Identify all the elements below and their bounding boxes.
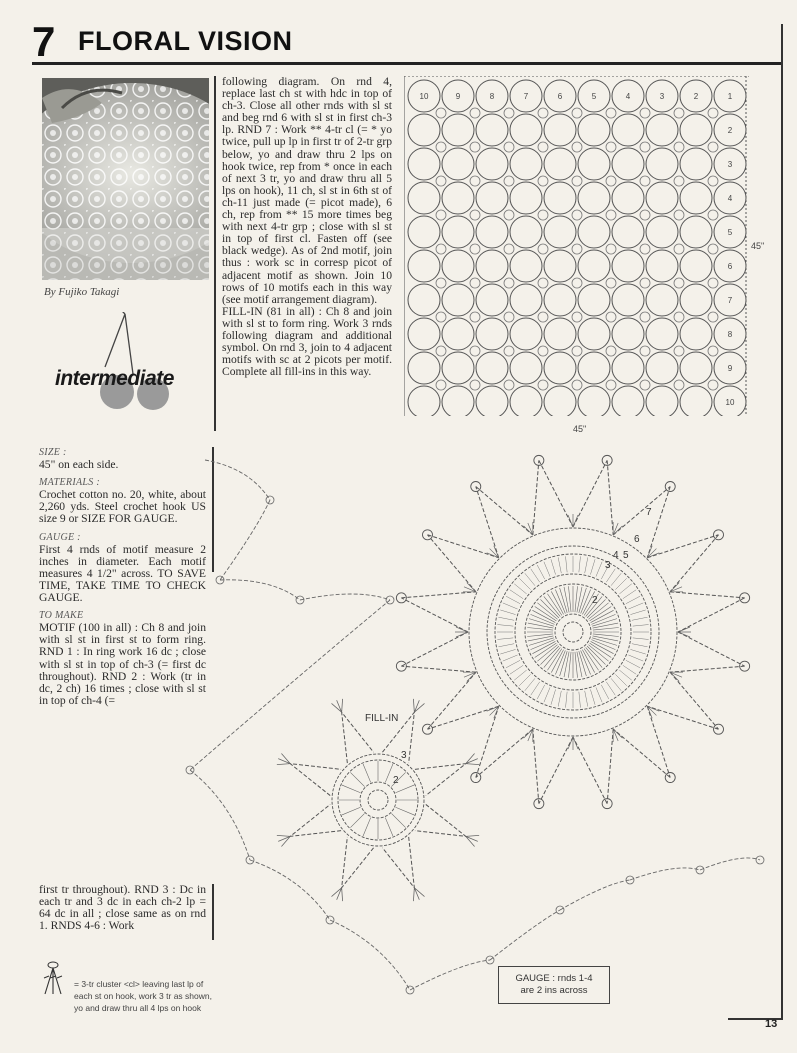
fill-in-circle <box>470 210 480 220</box>
motif-circle <box>544 284 576 316</box>
fill-in-circle <box>504 210 514 220</box>
fill-in-circle <box>572 278 582 288</box>
fill-in-circle <box>640 210 650 220</box>
gauge-label: GAUGE : <box>39 531 81 543</box>
grid-column-number: 1 <box>727 92 733 101</box>
fill-in-circle <box>538 210 548 220</box>
motif-circle <box>510 148 542 180</box>
motif-circle <box>612 148 644 180</box>
motif-circle <box>510 114 542 146</box>
fill-in-circle <box>436 244 446 254</box>
to-make-label: TO MAKE <box>39 610 84 622</box>
motif-circle <box>510 352 542 384</box>
fill-in-circle <box>640 142 650 152</box>
round-label: 2 <box>393 775 399 786</box>
round-label: 6 <box>634 534 640 545</box>
grid-row-number: 9 <box>727 364 733 373</box>
motif-circle <box>442 318 474 350</box>
motif-circle <box>408 114 440 146</box>
motif-circle <box>646 182 678 214</box>
fill-in-circle <box>470 312 480 322</box>
grid-column-number: 9 <box>455 92 461 101</box>
motif-circle <box>646 250 678 282</box>
motif-circle <box>544 114 576 146</box>
motif-circle <box>476 114 508 146</box>
fill-in-circle <box>606 380 616 390</box>
instructions-paragraph: following diagram. On rnd 4, replace last ch st with hdc in top of ch-3. Close all other rnds with sl st and beg rnd 6 with sl st in first ch-3 lp. RND 7 : Work ** 4-tr cl (= * yo twice, pull up lp in first tr of 2-tr grp below, yo and draw thru 2 lps on hook twice, rep from * once in each of next 3 tr, yo and draw thru all 5 lps on hook), 11 ch, sl st in 6th st of ch-11 just made (= picot made), 6 ch, rep from ** 15 more times beg with next 4-tr grp ; close with sl st in top of first cl. Fasten off (see black wedge). As of 2nd motif, join thus : work sc in corresp picot of adjacent motif as shown. Join 10 rows of 10 motifs each in this way (see motif arrangement diagram). <box>222 75 392 306</box>
motif-circle <box>680 250 712 282</box>
motif-circle <box>408 250 440 282</box>
fill-in-circle <box>708 312 718 322</box>
continuation-text: first tr throughout). RND 3 : Dc in each tr and 3 dc in each ch-2 lp = 64 dc in all ; close same as on rnd 1. RNDS 4-6 : Work <box>39 883 206 933</box>
fill-in-circle <box>708 380 718 390</box>
page-number: 13 <box>765 1018 778 1030</box>
motif-circle <box>476 386 508 416</box>
fill-in-circle <box>674 380 684 390</box>
fill-in-circle <box>470 346 480 356</box>
gauge-text: First 4 rnds of motif measure 2 inches in diameter. Each motif measures 4 1/2" across. TO SAVE TIME, TAKE TIME TO CHECK GAUGE. <box>39 542 206 605</box>
fill-in-circle <box>606 312 616 322</box>
motif-circle <box>680 148 712 180</box>
grid-row-number: 10 <box>725 398 735 407</box>
fill-in-circle <box>708 278 718 288</box>
fill-in-circle <box>436 312 446 322</box>
motif-circle <box>680 386 712 416</box>
fill-in-circle <box>436 380 446 390</box>
motif-circle <box>510 284 542 316</box>
motif-circle <box>612 386 644 416</box>
grid-row-number: 3 <box>727 160 733 169</box>
fill-in-circle <box>606 108 616 118</box>
grid-column-number: 4 <box>625 92 631 101</box>
fill-in-circle <box>538 346 548 356</box>
motif-circle <box>578 114 610 146</box>
fill-in-circle <box>572 176 582 186</box>
fill-in-circle <box>606 346 616 356</box>
fill-in-circle <box>470 176 480 186</box>
fill-in-circle <box>572 312 582 322</box>
fill-in-diagram <box>276 698 480 902</box>
designer-byline: By Fujiko Takagi <box>44 286 120 298</box>
fill-in-circle <box>606 278 616 288</box>
fill-in-circle <box>436 142 446 152</box>
motif-circle <box>578 182 610 214</box>
fill-in-circle <box>572 210 582 220</box>
motif-circle <box>578 318 610 350</box>
fill-in-circle <box>538 380 548 390</box>
motif-circle <box>408 182 440 214</box>
fill-in-circle <box>504 346 514 356</box>
fill-in-circle <box>674 108 684 118</box>
round-label: 5 <box>623 550 629 561</box>
fill-in-label: FILL-IN <box>365 713 399 724</box>
motif-circle <box>680 352 712 384</box>
fill-in-circle <box>470 108 480 118</box>
motif-circle <box>544 318 576 350</box>
fill-in-circle <box>640 312 650 322</box>
round-label: 2 <box>592 595 598 606</box>
motif-circle <box>578 148 610 180</box>
grid-column-number: 7 <box>523 92 529 101</box>
motif-circle <box>510 318 542 350</box>
motif-circle <box>476 216 508 248</box>
round-label: 7 <box>646 507 652 518</box>
materials-text: Crochet cotton no. 20, white, about 2,260 yds. Steel crochet hook US size 9 or SIZE FOR GAUGE. <box>39 488 206 526</box>
fill-in-circle <box>470 380 480 390</box>
skill-level-badge: intermediate <box>55 367 174 390</box>
fill-in-circle <box>640 380 650 390</box>
pattern-title: FLORAL VISION <box>78 26 293 56</box>
fill-in-circle <box>436 346 446 356</box>
grid-width-dimension: 45" <box>573 424 587 434</box>
grid-column-number: 6 <box>557 92 563 101</box>
motif-circle <box>646 114 678 146</box>
motif-circle <box>612 216 644 248</box>
motif-circle <box>646 352 678 384</box>
fill-in-circle <box>708 108 718 118</box>
fill-in-circle <box>674 346 684 356</box>
fill-in-circle <box>640 176 650 186</box>
motif-circle <box>442 182 474 214</box>
fill-in-circle <box>674 142 684 152</box>
motif-diagram <box>396 455 749 808</box>
fill-in-circle <box>606 176 616 186</box>
fill-in-circle <box>504 380 514 390</box>
fill-in-circle <box>708 346 718 356</box>
motif-arrangement-diagram <box>404 76 749 416</box>
motif-circle <box>476 250 508 282</box>
fill-in-circle <box>572 346 582 356</box>
motif-circle <box>408 352 440 384</box>
motif-circle <box>646 386 678 416</box>
fill-in-circle <box>504 278 514 288</box>
motif-circle <box>476 182 508 214</box>
gauge-note-box <box>498 966 610 1004</box>
grid-row-number: 5 <box>727 228 733 237</box>
materials-label: MATERIALS : <box>39 477 100 489</box>
cluster-legend-text: = 3-tr cluster <cl> leaving last lp of each st on hook, work 3 tr as shown, yo and draw thru all 4 lps on hook <box>74 979 212 1013</box>
motif-circle <box>544 386 576 416</box>
motif-circle <box>680 284 712 316</box>
fill-in-circle <box>674 278 684 288</box>
motif-circle <box>544 182 576 214</box>
motif-circle <box>612 318 644 350</box>
motif-circle <box>442 216 474 248</box>
grid-column-number: 10 <box>419 92 429 101</box>
chain-loops <box>186 460 764 994</box>
page-header <box>32 18 782 65</box>
motif-circle <box>578 216 610 248</box>
motif-circle <box>612 250 644 282</box>
fill-in-circle <box>470 278 480 288</box>
fill-in-circle <box>538 142 548 152</box>
fill-in-circle <box>538 108 548 118</box>
motif-circle <box>442 250 474 282</box>
motif-circle <box>612 182 644 214</box>
motif-circle <box>680 318 712 350</box>
motif-circle <box>510 216 542 248</box>
grid-row-number: 6 <box>727 262 733 271</box>
motif-circle <box>612 114 644 146</box>
fill-in-circle <box>708 142 718 152</box>
grid-column-number: 3 <box>659 92 665 101</box>
motif-circle <box>544 250 576 282</box>
fill-in-paragraph: FILL-IN (81 in all) : Ch 8 and join with sl st to form ring. Work 3 rnds following diagram and additional symbol. On rnd 3, join to 4 adjacent motifs with sc at 2 picots per motif. Complete all fill-ins in this way. <box>222 304 392 379</box>
size-text: 45" on each side. <box>39 458 119 472</box>
grid-height-dimension: 45" <box>751 241 765 251</box>
motif-circle <box>408 216 440 248</box>
fill-in-circle <box>538 176 548 186</box>
motif-circle <box>408 318 440 350</box>
fill-in-circle <box>504 108 514 118</box>
cherry-icon <box>55 312 205 412</box>
pattern-number: 7 <box>32 18 56 65</box>
motif-circle <box>680 216 712 248</box>
motif-circle <box>442 386 474 416</box>
motif-circle <box>578 250 610 282</box>
fill-in-circle <box>572 108 582 118</box>
grid-row-number: 2 <box>727 126 733 135</box>
motif-circle <box>646 216 678 248</box>
motif-circle <box>646 284 678 316</box>
motif-circle <box>544 352 576 384</box>
round-label: 4 <box>613 550 619 561</box>
instructions-column <box>222 76 392 378</box>
fill-in-circle <box>640 278 650 288</box>
grid-row-number: 8 <box>727 330 733 339</box>
motif-circle <box>408 284 440 316</box>
fill-in-circle <box>470 244 480 254</box>
fill-in-circle <box>538 278 548 288</box>
gauge-note-line: are 2 ins across <box>520 985 588 996</box>
motif-circle <box>578 284 610 316</box>
grid-row-number: 4 <box>727 194 733 203</box>
motif-circle <box>510 250 542 282</box>
motif-circle <box>510 386 542 416</box>
motif-circle <box>646 148 678 180</box>
motif-circle <box>680 182 712 214</box>
motif-circle <box>680 114 712 146</box>
fill-in-circle <box>572 142 582 152</box>
motif-grid <box>404 76 749 416</box>
fill-in-circle <box>436 210 446 220</box>
fill-in-circle <box>504 244 514 254</box>
grid-column-number: 5 <box>591 92 597 101</box>
motif-circle <box>476 318 508 350</box>
grid-column-number: 8 <box>489 92 495 101</box>
motif-circle <box>442 284 474 316</box>
fill-in-circle <box>674 210 684 220</box>
fill-in-circle <box>572 244 582 254</box>
round-label: 3 <box>401 750 407 761</box>
motif-circle <box>476 284 508 316</box>
fill-in-circle <box>436 108 446 118</box>
motif-circle <box>408 386 440 416</box>
motif-circle <box>544 216 576 248</box>
motif-circle <box>476 148 508 180</box>
fill-in-circle <box>674 176 684 186</box>
fill-in-circle <box>640 108 650 118</box>
fill-in-circle <box>606 244 616 254</box>
fill-in-circle <box>606 210 616 220</box>
fill-in-circle <box>708 176 718 186</box>
gauge-note-line: GAUGE : rnds 1-4 <box>515 973 593 984</box>
fill-in-circle <box>504 312 514 322</box>
fill-in-circle <box>538 244 548 254</box>
motif-circle <box>408 148 440 180</box>
round-label: 3 <box>605 560 611 571</box>
fill-in-circle <box>436 278 446 288</box>
fill-in-circle <box>674 244 684 254</box>
column-divider <box>214 76 216 431</box>
fill-in-circle <box>538 312 548 322</box>
motif-circle <box>544 148 576 180</box>
fill-in-circle <box>504 142 514 152</box>
motif-circle <box>442 114 474 146</box>
crochet-stitch-diagram <box>160 440 790 1030</box>
motif-circle <box>646 318 678 350</box>
grid-column-number: 2 <box>693 92 699 101</box>
fill-in-circle <box>674 312 684 322</box>
motif-circle <box>510 182 542 214</box>
fill-in-circle <box>708 210 718 220</box>
fill-in-circle <box>708 244 718 254</box>
to-make-text: MOTIF (100 in all) : Ch 8 and join with sl st in first st to form ring. RND 1 : In ring work 16 dc ; close with sl st in top of ch-3 (= first dc throughout). RND 2 : Work (tr in dc, 2 ch) 16 times ; close with sl st in top of ch-4 (= <box>39 621 206 707</box>
fill-in-circle <box>572 380 582 390</box>
motif-circle <box>442 148 474 180</box>
motif-circle <box>442 352 474 384</box>
fill-in-circle <box>436 176 446 186</box>
fill-in-circle <box>606 142 616 152</box>
grid-row-number: 7 <box>727 296 733 305</box>
fill-in-circle <box>470 142 480 152</box>
fill-in-circle <box>640 244 650 254</box>
cluster-symbol-icon <box>40 960 66 998</box>
fill-in-circle <box>640 346 650 356</box>
size-label: SIZE : <box>39 447 67 458</box>
motif-circle <box>578 352 610 384</box>
motif-circle <box>476 352 508 384</box>
doily-photo <box>42 78 209 280</box>
motif-circle <box>612 352 644 384</box>
fill-in-circle <box>504 176 514 186</box>
motif-circle <box>578 386 610 416</box>
motif-circle <box>612 284 644 316</box>
